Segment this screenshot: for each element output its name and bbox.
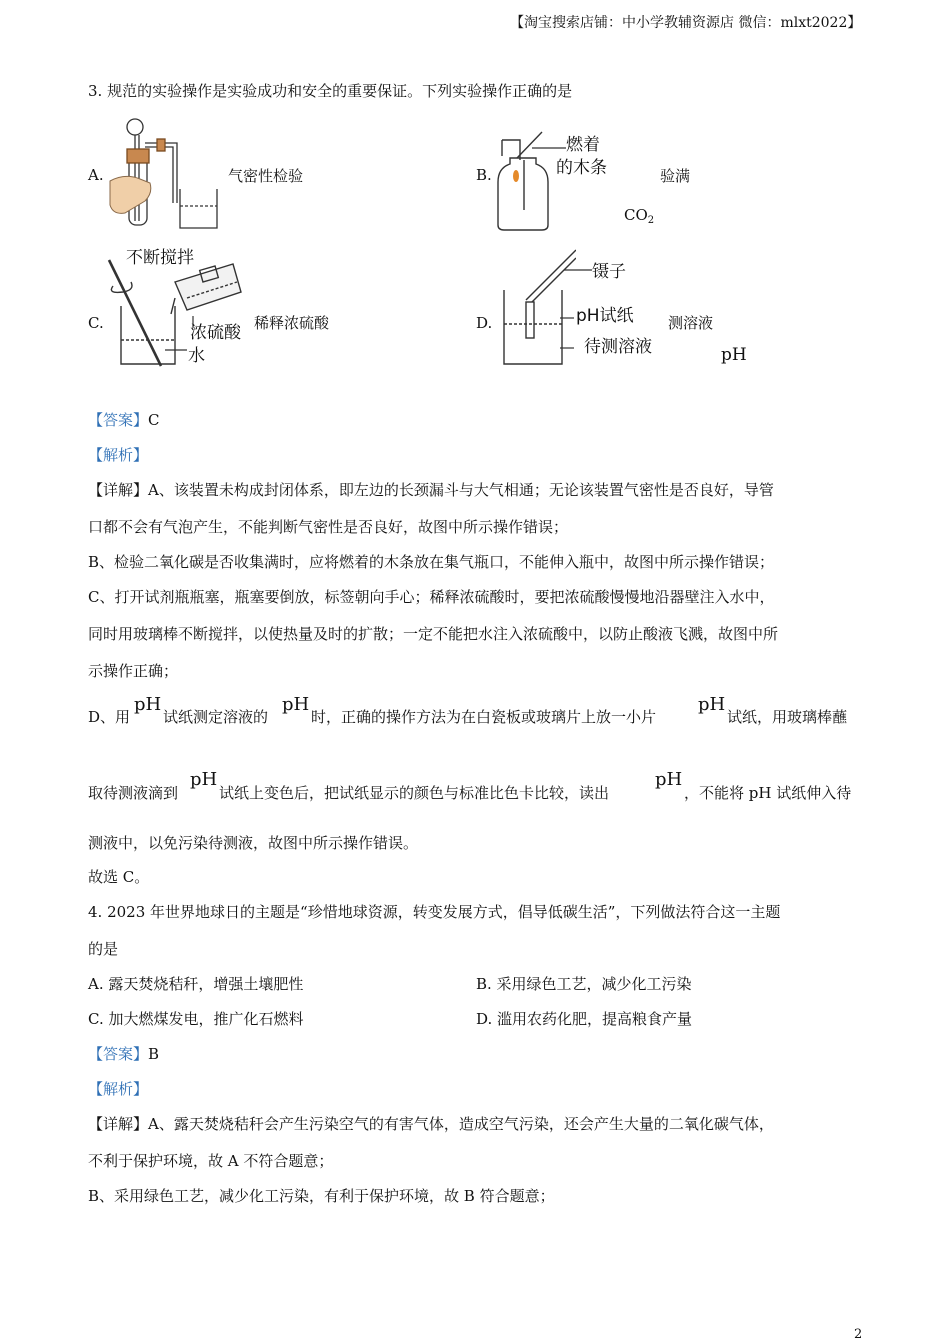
q3-option-a-caption: 气密性检验: [228, 167, 304, 185]
q4-stem-line-2: 的是: [88, 940, 119, 958]
fig-b-pointer: [532, 142, 568, 152]
fig-d-solution-label: 待测溶液: [584, 337, 652, 357]
q3-option-d-ph: pH: [721, 345, 747, 365]
q3-detail-line-3: B、检验二氧化碳是否收集满时，应将燃着的木条放在集气瓶口，不能伸入瓶中，故图中所示操作错误；: [88, 553, 775, 571]
fig-b-label-1: 燃着: [566, 135, 600, 155]
q4-stem-line-1: 4. 2023 年世界地球日的主题是“珍惜地球资源，转变发展方式，倡导低碳生活”，下列做法符合这一主题: [88, 903, 781, 921]
q3-detail-ph-2: pH: [282, 694, 310, 715]
q3-detail-line-7b: 试纸测定溶液的: [163, 708, 269, 726]
q3-detail-ph-4: pH: [190, 769, 218, 790]
q3-detail-line-8c: ，不能将 pH 试纸伸入待: [684, 784, 852, 802]
q3-option-b-caption: 验满: [660, 167, 691, 185]
page-number: 2: [854, 1327, 863, 1342]
fig-d-tweezers-label: 镊子: [592, 262, 626, 282]
q3-detail-line-9: 测液中，以免污染待测液，故图中所示操作错误。: [88, 834, 419, 852]
q3-detail-line-1: 【详解】A、该装置未构成封闭体系，即左边的长颈漏斗与大气相通；无论该装置气密性是否良好，导管: [88, 481, 774, 499]
q3-detail-line-2: 口都不会有气泡产生，不能判断气密性是否良好，故图中所示操作错误；: [88, 518, 569, 536]
q4-option-b: B. 采用绿色工艺，减少化工污染: [476, 975, 692, 993]
q3-analysis-tag: 【解析】: [88, 446, 149, 464]
q4-analysis-tag: 【解析】: [88, 1080, 149, 1098]
q4-detail-line-3: B、采用绿色工艺，减少化工污染，有利于保护环境，故 B 符合题意；: [88, 1187, 555, 1205]
q3-detail-line-7a: D、用: [88, 708, 131, 726]
gas-tightness-apparatus-figure: [105, 113, 225, 233]
dilute-sulfuric-acid-figure: [105, 254, 255, 372]
q3-option-c-caption: 稀释浓硫酸: [254, 314, 330, 332]
q3-detail-ph-5: pH: [655, 769, 683, 790]
q3-detail-line-7d: 试纸，用玻璃棒蘸: [727, 708, 848, 726]
q3-detail-ph-3: pH: [698, 694, 726, 715]
fig-d-paper-label: pH试纸: [576, 306, 634, 326]
q3-detail-line-8b: 试纸上变色后，把试纸显示的颜色与标准比色卡比较，读出: [219, 784, 610, 802]
q4-answer: 【答案】B: [88, 1045, 160, 1063]
q3-option-d-label: D.: [476, 314, 493, 332]
fig-c-water-label: 水: [188, 346, 205, 366]
q3-detail-line-7c: 时，正确的操作方法为在白瓷板或玻璃片上放一小片: [311, 708, 657, 726]
q3-option-b-formula: $CO_2$: [624, 206, 655, 226]
q3-answer: 【答案】C: [88, 411, 160, 429]
q3-detail-ph-1: pH: [134, 694, 162, 715]
q3-stem: 3. 规范的实验操作是实验成功和安全的重要保证。下列实验操作正确的是: [88, 82, 573, 100]
q3-detail-line-4: C、打开试剂瓶瓶塞，瓶塞要倒放，标签朝向手心；稀释浓硫酸时，要把浓硫酸慢慢地沿器壁注入水中，: [88, 588, 775, 606]
q4-detail-line-2: 不利于保护环境，故 A 不符合题意；: [88, 1152, 334, 1170]
fig-c-acid-label: 浓硫酸: [190, 323, 241, 343]
q4-detail-line-1: 【详解】A、露天焚烧秸秆会产生污染空气的有害气体，造成空气污染，还会产生大量的二氧化碳气体，: [88, 1115, 774, 1133]
q3-option-a-label: A.: [88, 166, 104, 184]
page-header: 【淘宝搜索店铺：中小学教辅资源店 微信：mlxt2022】: [510, 15, 862, 31]
q4-option-d: D. 滥用农药化肥，提高粮食产量: [476, 1010, 693, 1028]
fig-b-label-2: 的木条: [556, 158, 607, 178]
q4-option-a: A. 露天焚烧秸秆，增强土壤肥性: [88, 975, 304, 993]
q3-option-b-label: B.: [476, 166, 492, 184]
q4-option-c: C. 加大燃煤发电，推广化石燃料: [88, 1010, 304, 1028]
q3-conclusion: 故选 C。: [88, 868, 150, 886]
q3-detail-line-8a: 取待测液滴到: [88, 784, 179, 802]
q3-option-c-label: C.: [88, 314, 104, 332]
q3-detail-line-6: 示操作正确；: [88, 662, 179, 680]
q3-detail-line-5: 同时用玻璃棒不断搅拌，以使热量及时的扩散；一定不能把水注入浓硫酸中，以防止酸液飞溅，故图中所: [88, 625, 779, 643]
fig-c-top-label: 不断搅拌: [126, 248, 194, 268]
q3-option-d-caption: 测溶液: [668, 314, 714, 332]
